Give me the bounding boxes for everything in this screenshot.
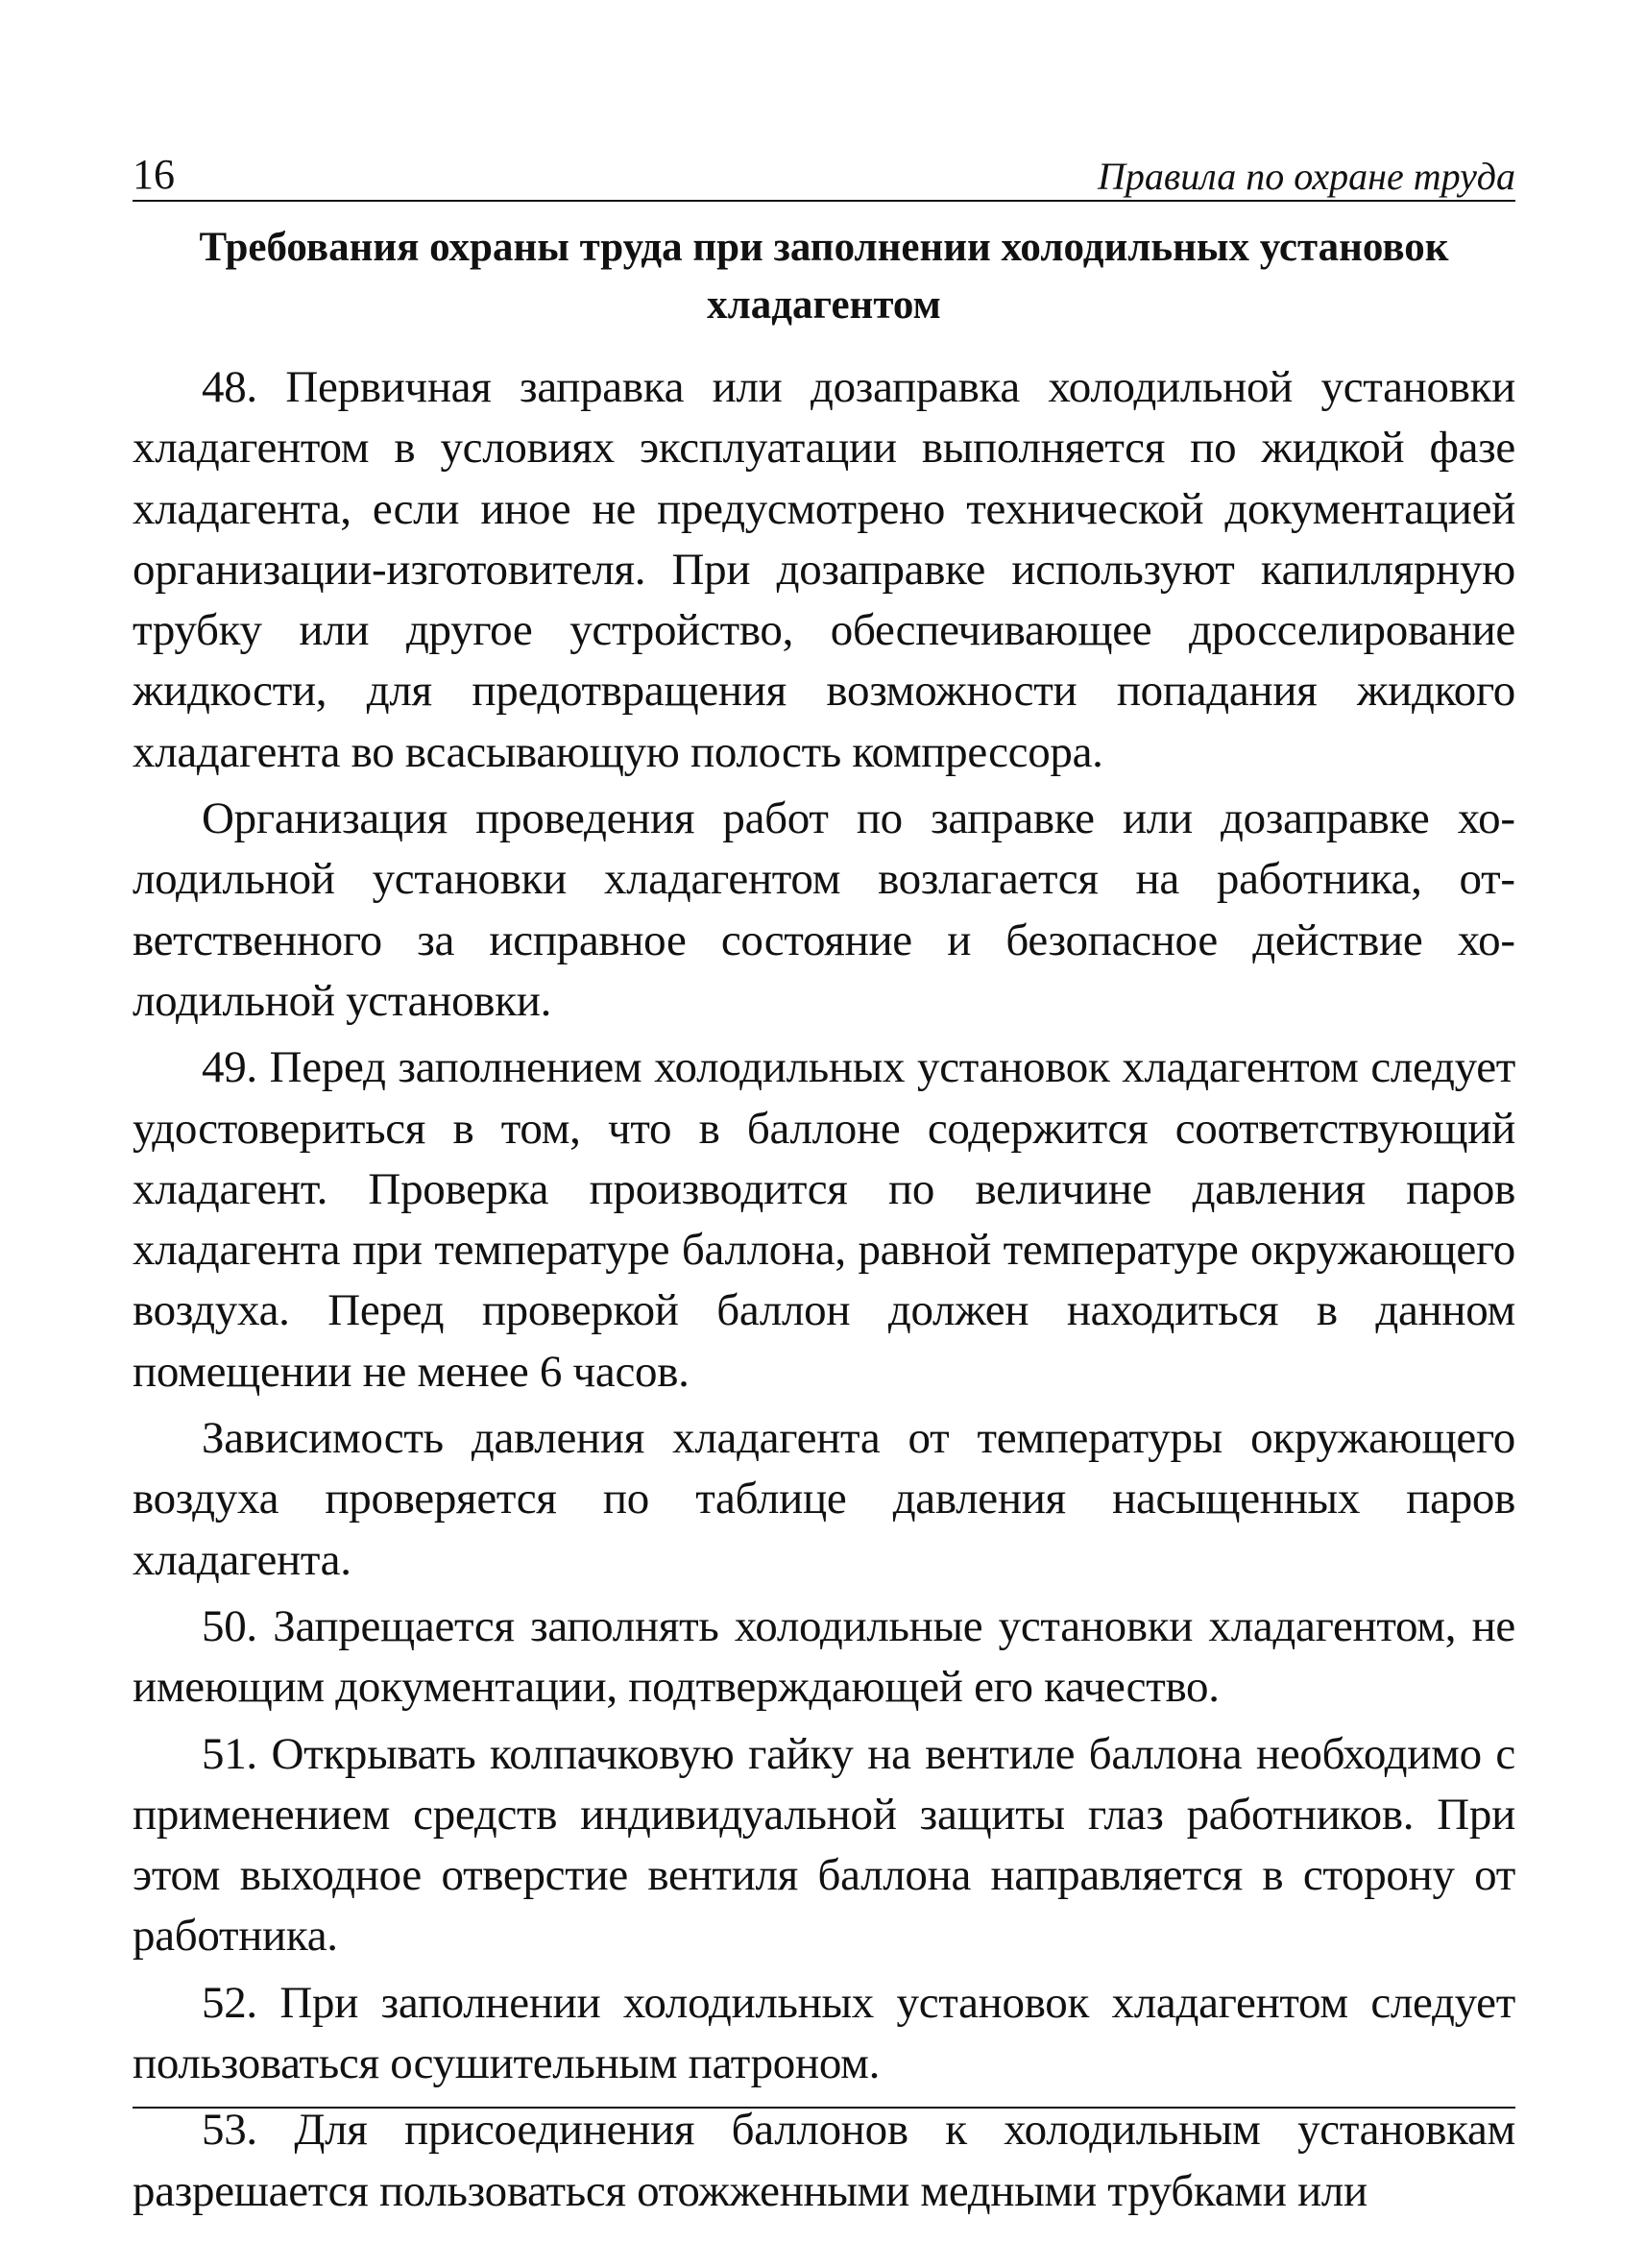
section-heading-line-2: хладагентом — [707, 282, 941, 328]
paragraph-51: 51. Открывать колпачковую гайку на вентиле баллона необходимо с применением средств индивидуальной защиты глаз работников. При этом выходное отверстие вентиля баллона направляется в сторону от работника. — [133, 1728, 1515, 1962]
paragraph-49-pressure: Зависимость давления хладагента от температуры окружающего воздуха проверяется по таблице давления насыщенных паров хладагента. — [133, 1413, 1515, 1585]
document-page — [133, 144, 1515, 2222]
running-header — [133, 144, 1515, 202]
paragraph-48-organization: Организация проведения работ по заправке или дозаправке холодильной установки хладагентом возлагается на работника, ответственного за исправное состояние и безопасное действие холодильной установки. — [133, 793, 1515, 1026]
body-text — [133, 357, 1515, 2222]
paragraph-48: 48. Первичная заправка или дозаправка холодильной установки хладагентом в условиях эксплуатации выполняется по жидкой фазе хладагента, если иное не предусмотрено технической документацией организации-изготовителя. При дозаправке используют капиллярную трубку или другое устройство, обеспечивающее дросселирование жидкости, для предотвращения возможности попадания жидкого хладагента во всасывающую полость компрессора. — [133, 362, 1515, 777]
running-title: Правила по охране труда — [1098, 155, 1515, 198]
paragraph-49: 49. Перед заполнением холодильных установок хладагентом следует удостовериться в том, что в баллоне содержится соответствующий хладагент. Проверка производится по величине давления паров хладагента при температуре баллона, равной температуре окружающего воздуха. Перед проверкой баллон должен находиться в данном помещении не менее 6 часов. — [133, 1042, 1515, 1397]
paragraph-52: 52. При заполнении холодильных установок хладагентом следует пользоваться осушительным патроном. — [133, 1977, 1515, 2089]
section-heading-line-1: Требования охраны труда при заполнении холодильных установок — [199, 225, 1449, 270]
paragraph-50: 50. Запрещается заполнять холодильные установки хладагентом, не имеющим документации, подтверждающей его качество. — [133, 1600, 1515, 1713]
paragraph-53: 53. Для присоединения баллонов к холодильным установкам разрешается пользоваться отожженными медными трубками или — [133, 2105, 1515, 2216]
page-number: 16 — [133, 151, 175, 198]
footer-rule — [133, 2107, 1515, 2109]
section-heading — [133, 219, 1515, 334]
